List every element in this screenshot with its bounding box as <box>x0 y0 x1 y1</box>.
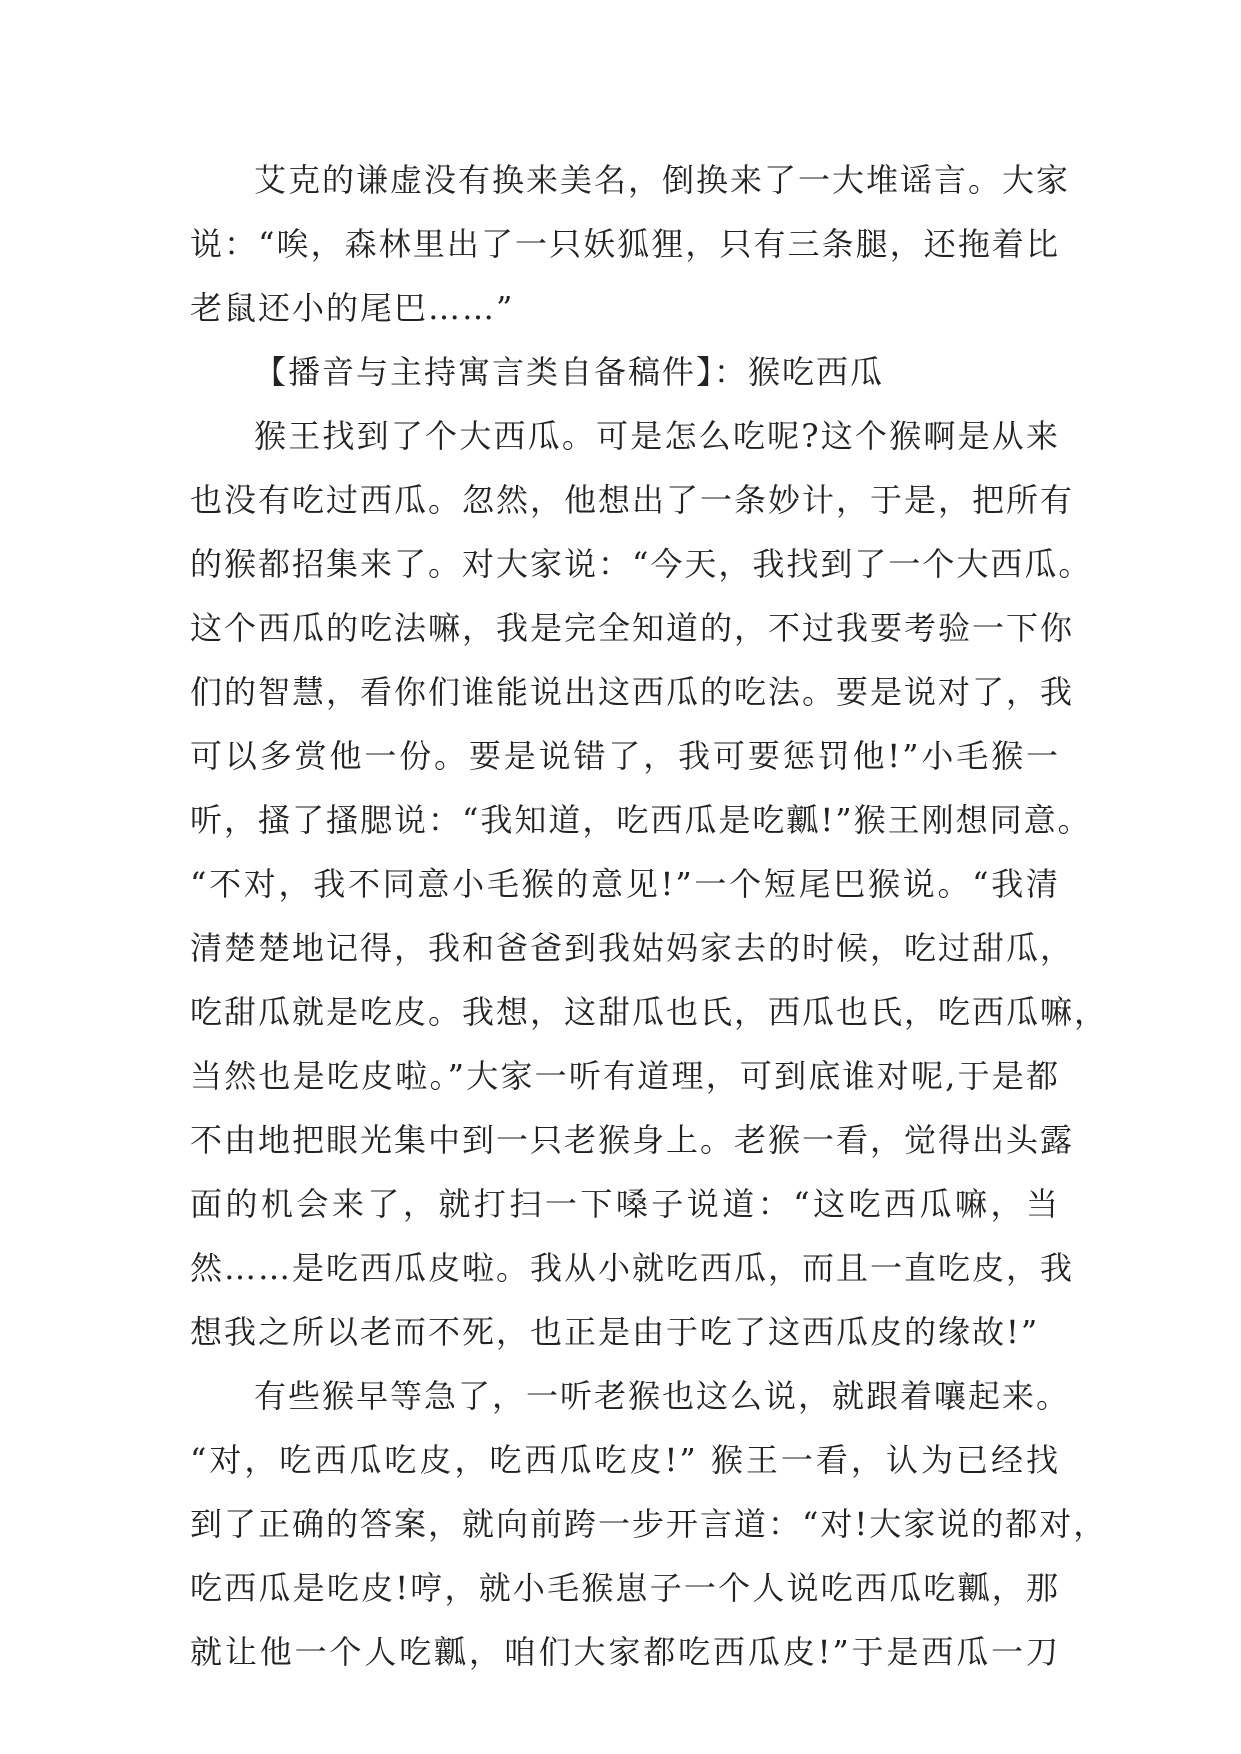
text-line: 吃甜瓜就是吃皮。我想，这甜瓜也氏，西瓜也氏，吃西瓜嘛， <box>190 993 1109 1031</box>
paragraph-2 <box>190 404 1109 1364</box>
document-body <box>190 148 1109 1684</box>
text-line: 说：“唉，森林里出了一只妖狐狸，只有三条腿，还拖着比 <box>190 225 1060 263</box>
text-line: 吃西瓜是吃皮!哼，就小毛猴崽子一个人说吃西瓜吃瓤，那 <box>190 1569 1060 1607</box>
text-line: “不对，我不同意小毛猴的意见!”一个短尾巴猴说。“我清 <box>190 865 1060 903</box>
text-line: 面的机会来了，就打扫一下嗓子说道：“这吃西瓜嘛，当 <box>190 1185 1060 1223</box>
text-line: 艾克的谦虚没有换来美名，倒换来了一大堆谣言。大家 <box>254 161 1071 199</box>
text-line: “对，吃西瓜吃皮，吃西瓜吃皮!” 猴王一看，认为已经找 <box>190 1441 1060 1479</box>
heading-text: 【播音与主持寓言类自备稿件】：猴吃西瓜 <box>254 353 885 391</box>
text-line: 听，搔了搔腮说：“我知道，吃西瓜是吃瓤!”猴王刚想同意。 <box>190 801 1092 839</box>
section-heading <box>190 340 1060 404</box>
text-line: 然……是吃西瓜皮啦。我从小就吃西瓜，而且一直吃皮，我 <box>190 1249 1075 1287</box>
paragraph-3 <box>190 1364 1108 1684</box>
text-line: 想我之所以老而不死，也正是由于吃了这西瓜皮的缘故!” <box>190 1313 1040 1351</box>
paragraph-1 <box>190 148 1071 340</box>
text-line: 有些猴早等急了，一听老猴也这么说，就跟着嚷起来。 <box>254 1377 1071 1415</box>
text-line: 不由地把眼光集中到一只老猴身上。老猴一看，觉得出头露 <box>190 1121 1075 1159</box>
text-line: 可以多赏他一份。要是说错了，我可要惩罚他!”小毛猴一 <box>190 737 1060 775</box>
text-line: 清楚楚地记得，我和爸爸到我姑妈家去的时候，吃过甜瓜， <box>190 929 1075 967</box>
text-line: 的猴都招集来了。对大家说：“今天，我找到了一个大西瓜。 <box>190 545 1093 583</box>
text-line: 到了正确的答案，就向前跨一步开言道：“对!大家说的都对， <box>190 1505 1108 1543</box>
text-line: 老鼠还小的尾巴……” <box>190 289 515 327</box>
text-line: 也没有吃过西瓜。忽然，他想出了一条妙计，于是，把所有 <box>190 481 1075 519</box>
text-line: 当然也是吃皮啦。”大家一听有道理，可到底谁对呢,于是都 <box>190 1057 1060 1095</box>
text-line: 们的智慧，看你们谁能说出这西瓜的吃法。要是说对了，我 <box>190 673 1075 711</box>
text-line: 这个西瓜的吃法嘛，我是完全知道的，不过我要考验一下你 <box>190 609 1075 647</box>
text-line: 就让他一个人吃瓤，咱们大家都吃西瓜皮!”于是西瓜一刀 <box>190 1633 1060 1671</box>
text-line: 猴王找到了个大西瓜。可是怎么吃呢?这个猴啊是从来 <box>254 417 1060 455</box>
